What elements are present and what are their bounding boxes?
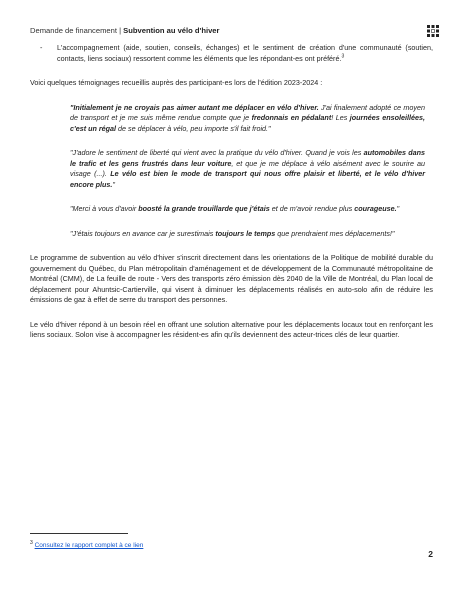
quote-emphasis: journées ensoleillées, c'est un régal <box>70 113 425 133</box>
testimonial-quote <box>70 103 425 135</box>
quote-text: " <box>112 179 115 189</box>
testimonial-quote <box>70 229 425 240</box>
organization-logo-icon <box>427 25 439 37</box>
quote-emphasis: toujours le temps <box>215 228 276 238</box>
bullet-item <box>30 43 433 64</box>
quote-text: ! Les <box>331 113 350 122</box>
footnote-number: 3 <box>30 539 33 546</box>
quote-text: J'ai finalement adopté ce moyen de transport et je me suis même rendue compte que je <box>70 102 426 122</box>
testimonial-quote <box>70 204 425 215</box>
quote-text: " <box>396 204 400 213</box>
quote-emphasis: boosté la grande trouillarde que j'étais <box>138 204 270 213</box>
quote-emphasis: fredonnais en pédalant <box>251 113 332 122</box>
footnote <box>30 541 143 550</box>
bullet-dash: - <box>40 43 43 52</box>
quote-text: "J'étais toujours en avance car je surestimais <box>70 228 216 238</box>
quote-emphasis: "Initialement je ne croyais pas aimer autant me déplacer en vélo d'hiver. <box>70 102 322 112</box>
quote-emphasis: Le vélo est bien le mode de transport qui nous offre plaisir et liberté, et le vélo d'hiver encore plus. <box>70 169 425 189</box>
report-link[interactable]: Consultez le rapport complet à ce lien <box>34 542 144 549</box>
page-body <box>30 43 433 355</box>
quote-text: , et que je me déplace à vélo aisément avec le sourire au visage (...). <box>70 158 425 178</box>
page-header <box>30 24 439 38</box>
testimonial-quote <box>70 148 425 190</box>
quote-text: que prendraient mes déplacements!" <box>275 228 395 238</box>
footnote-reference[interactable]: 3 <box>341 53 345 60</box>
quote-text: de se déplacer à vélo, peu importe s'il fait froid." <box>116 123 271 133</box>
quote-emphasis: courageuse. <box>354 204 397 213</box>
policy-paragraph: Le programme de subvention au vélo d'hiver s'inscrit directement dans les orientations de la Politique de mobilité durable du gouvernement du Québec, du Plan métropolitain d'aménagement et de développement de la Communauté métropolitaine de Montréal (CMM), de La feuille de route - Vers des transports zéro émission dès 2040 de la Ville de Montréal, du Plan local de déplacement pour Ahuntsic-Cartierville, qui visent à diminuer les déplacements réalisés en auto-solo afin de réduire les émissions de gaz à effet de serre du transport des personnes. <box>30 253 433 304</box>
quote-text: "Merci à vous d'avoir <box>70 204 139 213</box>
header-prefix: Demande de financement | <box>30 26 124 35</box>
quote-text: "J'adore le sentiment de liberté qui vient avec la pratique du vélo d'hiver. Quand je vois les <box>70 148 364 157</box>
quote-emphasis: automobiles dans le trafic et les gens frustrés dans leur voiture <box>70 148 426 168</box>
page-number: 2 <box>428 549 433 559</box>
bullet-text: L'accompagnement (aide, soutien, conseils, échanges) et le sentiment de création d'une communauté (soutien, contacts, liens sociaux) ressortent comme les éléments que les répondant-es ont préféré. <box>57 43 433 63</box>
conclusion-paragraph: Le vélo d'hiver répond à un besoin réel en offrant une solution alternative pour les déplacements locaux tout en renforçant les liens sociaux. Solon vise à accompagner les résident-es afin qu'ils deviennent des acteur-trices clés de leur quartier. <box>30 319 433 339</box>
testimonials-intro: Voici quelques témoignages recueillis auprès des participant-es lors de l'édition 2023-2024 : <box>30 78 323 87</box>
footnote-divider <box>30 533 128 534</box>
header-title: Subvention au vélo d'hiver <box>123 26 220 35</box>
quote-text: et de m'avoir rendue plus <box>269 204 355 213</box>
